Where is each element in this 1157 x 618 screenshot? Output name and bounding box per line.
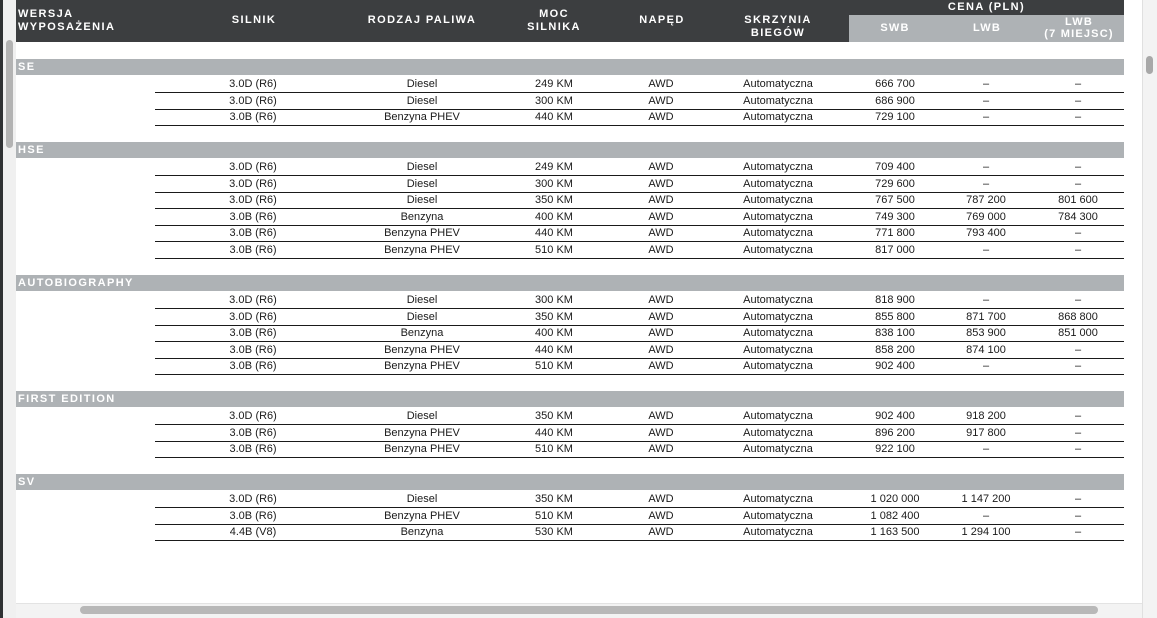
cell-lwb7: 784 300 bbox=[1058, 210, 1098, 223]
cell-drive: AWD bbox=[648, 310, 674, 323]
table-row bbox=[155, 358, 1124, 375]
cell-lwb7: – bbox=[1074, 78, 1082, 90]
table-row bbox=[155, 159, 1124, 176]
cell-swb: 818 900 bbox=[875, 294, 915, 306]
right-scroll-track bbox=[1142, 0, 1157, 618]
cell-drive: AWD bbox=[648, 360, 674, 373]
table-row bbox=[155, 93, 1124, 110]
cell-power: 350 KM bbox=[535, 410, 573, 422]
cell-lwb7: – bbox=[1074, 244, 1082, 256]
cell-swb: 729 600 bbox=[875, 177, 915, 190]
cell-drive: AWD bbox=[648, 493, 674, 505]
cell-fuel: Diesel bbox=[406, 410, 438, 422]
cell-lwb: – bbox=[982, 360, 990, 373]
table-row bbox=[155, 408, 1124, 425]
table-row bbox=[155, 209, 1124, 226]
cell-fuel: Diesel bbox=[406, 94, 438, 107]
cell-lwb: – bbox=[982, 111, 990, 124]
cell-power: 400 KM bbox=[535, 210, 573, 223]
header-version bbox=[18, 8, 115, 34]
version-group-title: SE bbox=[16, 59, 1124, 75]
cell-fuel: Diesel bbox=[406, 294, 438, 306]
cell-drive: AWD bbox=[648, 194, 674, 207]
cell-fuel: Benzyna PHEV bbox=[384, 343, 460, 356]
cell-swb: 1 020 000 bbox=[870, 493, 920, 505]
right-scrollbar-thumb[interactable] bbox=[1146, 56, 1153, 74]
cell-lwb7: – bbox=[1074, 443, 1082, 456]
cell-fuel: Benzyna PHEV bbox=[384, 509, 460, 522]
cell-gearbox: Automatyczna bbox=[743, 194, 813, 207]
cell-fuel: Benzyna PHEV bbox=[384, 244, 460, 256]
header-engine: SILNIK bbox=[231, 14, 277, 26]
cell-engine: 3.0B (R6) bbox=[229, 360, 277, 373]
cell-power: 510 KM bbox=[535, 443, 573, 456]
table-row bbox=[155, 524, 1124, 541]
cell-power: 440 KM bbox=[535, 426, 573, 439]
table-row bbox=[155, 342, 1124, 359]
table-row bbox=[155, 109, 1124, 126]
cell-drive: AWD bbox=[648, 343, 674, 356]
cell-lwb7: – bbox=[1074, 410, 1082, 422]
cell-engine: 3.0D (R6) bbox=[229, 94, 277, 107]
cell-swb: 771 800 bbox=[875, 227, 915, 240]
header-power bbox=[494, 8, 614, 34]
cell-drive: AWD bbox=[648, 327, 674, 340]
cell-gearbox: Automatyczna bbox=[743, 426, 813, 439]
header-fuel: RODZAJ PALIWA bbox=[367, 14, 477, 26]
cell-swb: 922 100 bbox=[875, 443, 915, 456]
cell-drive: AWD bbox=[648, 161, 674, 173]
cell-gearbox: Automatyczna bbox=[743, 210, 813, 223]
cell-swb: 855 800 bbox=[875, 310, 915, 323]
cell-power: 440 KM bbox=[535, 343, 573, 356]
cell-lwb7: 868 800 bbox=[1058, 310, 1098, 323]
table-row bbox=[155, 76, 1124, 93]
cell-engine: 3.0B (R6) bbox=[229, 426, 277, 439]
cell-drive: AWD bbox=[648, 410, 674, 422]
cell-lwb: – bbox=[982, 177, 990, 190]
cell-gearbox: Automatyczna bbox=[743, 161, 813, 173]
cell-drive: AWD bbox=[648, 509, 674, 522]
cell-power: 350 KM bbox=[535, 194, 573, 207]
table-row bbox=[155, 242, 1124, 259]
cell-lwb7: – bbox=[1074, 343, 1082, 356]
cell-gearbox: Automatyczna bbox=[743, 509, 813, 522]
header-price: CENA (PLN) bbox=[849, 0, 1124, 16]
table-row bbox=[155, 192, 1124, 209]
cell-swb: 902 400 bbox=[875, 360, 915, 373]
cell-lwb: – bbox=[982, 78, 990, 90]
cell-power: 300 KM bbox=[535, 294, 573, 306]
cell-power: 249 KM bbox=[535, 161, 573, 173]
cell-gearbox: Automatyczna bbox=[743, 227, 813, 240]
cell-lwb: 871 700 bbox=[966, 310, 1006, 323]
cell-power: 440 KM bbox=[535, 111, 573, 124]
cell-power: 350 KM bbox=[535, 493, 573, 505]
cell-fuel: Diesel bbox=[406, 78, 438, 90]
cell-gearbox: Automatyczna bbox=[743, 244, 813, 256]
cell-engine: 3.0B (R6) bbox=[229, 327, 277, 340]
cell-drive: AWD bbox=[648, 443, 674, 456]
cell-lwb7: – bbox=[1074, 526, 1082, 539]
cell-fuel: Benzyna PHEV bbox=[384, 443, 460, 456]
cell-engine: 3.0B (R6) bbox=[229, 111, 277, 124]
cell-swb: 1 082 400 bbox=[870, 509, 920, 522]
cell-engine: 3.0B (R6) bbox=[229, 343, 277, 356]
cell-engine: 3.0B (R6) bbox=[229, 210, 277, 223]
cell-power: 350 KM bbox=[535, 310, 573, 323]
cell-gearbox: Automatyczna bbox=[743, 526, 813, 539]
cell-fuel: Benzyna bbox=[400, 210, 444, 223]
cell-power: 400 KM bbox=[535, 327, 573, 340]
cell-lwb7: – bbox=[1074, 426, 1082, 439]
cell-lwb7: – bbox=[1074, 227, 1082, 240]
cell-lwb7: – bbox=[1074, 161, 1082, 173]
cell-gearbox: Automatyczna bbox=[743, 294, 813, 306]
cell-swb: 666 700 bbox=[875, 78, 915, 90]
cell-fuel: Benzyna bbox=[400, 327, 444, 340]
header-lwb7-line2: (7 MIEJSC) bbox=[1044, 28, 1114, 40]
cell-lwb7: – bbox=[1074, 294, 1082, 306]
cell-gearbox: Automatyczna bbox=[743, 410, 813, 422]
header-power-line1: MOC bbox=[539, 8, 569, 20]
cell-swb: 902 400 bbox=[875, 410, 915, 422]
cell-lwb7: 851 000 bbox=[1058, 327, 1098, 340]
cell-drive: AWD bbox=[648, 210, 674, 223]
version-group-title: AUTOBIOGRAPHY bbox=[16, 275, 1124, 291]
header-swb: SWB bbox=[880, 22, 910, 34]
cell-drive: AWD bbox=[648, 294, 674, 306]
cell-engine: 3.0D (R6) bbox=[229, 310, 277, 323]
cell-engine: 3.0D (R6) bbox=[229, 294, 277, 306]
cell-lwb: – bbox=[982, 244, 990, 256]
cell-swb: 896 200 bbox=[875, 426, 915, 439]
cell-lwb7: – bbox=[1074, 509, 1082, 522]
header-power-line2: SILNIKA bbox=[527, 21, 581, 33]
cell-engine: 4.4B (V8) bbox=[229, 526, 277, 539]
cell-gearbox: Automatyczna bbox=[743, 94, 813, 107]
cell-lwb: 918 200 bbox=[966, 410, 1006, 422]
cell-engine: 3.0D (R6) bbox=[229, 177, 277, 190]
header-version-line2: WYPOSAŻENIA bbox=[18, 21, 116, 33]
cell-fuel: Diesel bbox=[406, 493, 438, 505]
cell-drive: AWD bbox=[648, 111, 674, 124]
cell-engine: 3.0D (R6) bbox=[229, 410, 277, 422]
cell-engine: 3.0B (R6) bbox=[229, 227, 277, 240]
table-row bbox=[155, 441, 1124, 458]
table-row bbox=[155, 425, 1124, 442]
cell-drive: AWD bbox=[648, 177, 674, 190]
cell-engine: 3.0B (R6) bbox=[229, 244, 277, 256]
header-drive: NAPĘD bbox=[639, 14, 685, 26]
cell-power: 300 KM bbox=[535, 177, 573, 190]
cell-lwb: – bbox=[982, 94, 990, 107]
cell-lwb: 917 800 bbox=[966, 426, 1006, 439]
cell-fuel: Benzyna PHEV bbox=[384, 426, 460, 439]
table-row bbox=[155, 292, 1124, 309]
cell-power: 530 KM bbox=[535, 526, 573, 539]
cell-gearbox: Automatyczna bbox=[743, 111, 813, 124]
cell-drive: AWD bbox=[648, 244, 674, 256]
cell-lwb: – bbox=[982, 509, 990, 522]
cell-lwb7: – bbox=[1074, 111, 1082, 124]
cell-lwb: 853 900 bbox=[966, 327, 1006, 340]
cell-lwb: 1 294 100 bbox=[961, 526, 1011, 539]
cell-swb: 729 100 bbox=[875, 111, 915, 124]
cell-swb: 709 400 bbox=[875, 161, 915, 173]
cell-gearbox: Automatyczna bbox=[743, 443, 813, 456]
cell-swb: 817 000 bbox=[875, 244, 915, 256]
cell-gearbox: Automatyczna bbox=[743, 493, 813, 505]
header-lwb7-line1: LWB bbox=[1064, 16, 1094, 28]
cell-fuel: Benzyna PHEV bbox=[384, 111, 460, 124]
table-row bbox=[155, 176, 1124, 193]
cell-swb: 686 900 bbox=[875, 94, 915, 107]
header-gearbox: SKRZYNIA BIEGÓW bbox=[744, 14, 812, 39]
cell-lwb: 874 100 bbox=[966, 343, 1006, 356]
cell-fuel: Benzyna bbox=[400, 526, 444, 539]
header-lwb: LWB bbox=[972, 22, 1002, 34]
cell-engine: 3.0D (R6) bbox=[229, 78, 277, 90]
cell-swb: 749 300 bbox=[875, 210, 915, 223]
version-group-title: SV bbox=[16, 474, 1124, 490]
cell-swb: 838 100 bbox=[875, 327, 915, 340]
cell-fuel: Benzyna PHEV bbox=[384, 360, 460, 373]
cell-swb: 767 500 bbox=[875, 194, 915, 207]
horizontal-scrollbar-thumb[interactable] bbox=[80, 606, 1098, 614]
cell-engine: 3.0B (R6) bbox=[229, 509, 277, 522]
cell-fuel: Diesel bbox=[406, 161, 438, 173]
cell-fuel: Diesel bbox=[406, 177, 438, 190]
table-row bbox=[155, 309, 1124, 326]
cell-power: 249 KM bbox=[535, 78, 573, 90]
header-lwb7 bbox=[1019, 16, 1139, 40]
cell-lwb: 793 400 bbox=[966, 227, 1006, 240]
cell-lwb: – bbox=[982, 294, 990, 306]
cell-engine: 3.0D (R6) bbox=[229, 493, 277, 505]
cell-power: 440 KM bbox=[535, 227, 573, 240]
cell-lwb7: – bbox=[1074, 94, 1082, 107]
cell-lwb: – bbox=[982, 443, 990, 456]
table-row bbox=[155, 491, 1124, 508]
cell-drive: AWD bbox=[648, 227, 674, 240]
table-row bbox=[155, 325, 1124, 342]
cell-lwb7: 801 600 bbox=[1058, 194, 1098, 207]
cell-lwb: 787 200 bbox=[966, 194, 1006, 207]
cell-gearbox: Automatyczna bbox=[743, 360, 813, 373]
cell-lwb7: – bbox=[1074, 493, 1082, 505]
cell-fuel: Diesel bbox=[406, 310, 438, 323]
cell-drive: AWD bbox=[648, 94, 674, 107]
cell-gearbox: Automatyczna bbox=[743, 327, 813, 340]
version-group-title: HSE bbox=[16, 142, 1124, 158]
cell-drive: AWD bbox=[648, 526, 674, 539]
cell-power: 510 KM bbox=[535, 360, 573, 373]
table-row bbox=[155, 225, 1124, 242]
header-version-line1: WERSJA bbox=[18, 8, 74, 20]
cell-swb: 1 163 500 bbox=[870, 526, 920, 539]
cell-power: 510 KM bbox=[535, 509, 573, 522]
cell-power: 300 KM bbox=[535, 94, 573, 107]
cell-lwb: – bbox=[982, 161, 990, 173]
cell-engine: 3.0B (R6) bbox=[229, 443, 277, 456]
left-scrollbar-thumb[interactable] bbox=[6, 40, 13, 148]
cell-swb: 858 200 bbox=[875, 343, 915, 356]
cell-lwb: 769 000 bbox=[966, 210, 1006, 223]
cell-lwb7: – bbox=[1074, 360, 1082, 373]
cell-fuel: Benzyna PHEV bbox=[384, 227, 460, 240]
cell-engine: 3.0D (R6) bbox=[229, 194, 277, 207]
cell-fuel: Diesel bbox=[406, 194, 438, 207]
cell-gearbox: Automatyczna bbox=[743, 177, 813, 190]
table-row bbox=[155, 508, 1124, 525]
cell-lwb7: – bbox=[1074, 177, 1082, 190]
cell-engine: 3.0D (R6) bbox=[229, 161, 277, 173]
cell-lwb: 1 147 200 bbox=[961, 493, 1011, 505]
cell-gearbox: Automatyczna bbox=[743, 310, 813, 323]
cell-power: 510 KM bbox=[535, 244, 573, 256]
cell-gearbox: Automatyczna bbox=[743, 343, 813, 356]
cell-drive: AWD bbox=[648, 78, 674, 90]
cell-drive: AWD bbox=[648, 426, 674, 439]
version-group-title: FIRST EDITION bbox=[16, 391, 1124, 407]
cell-gearbox: Automatyczna bbox=[743, 78, 813, 90]
